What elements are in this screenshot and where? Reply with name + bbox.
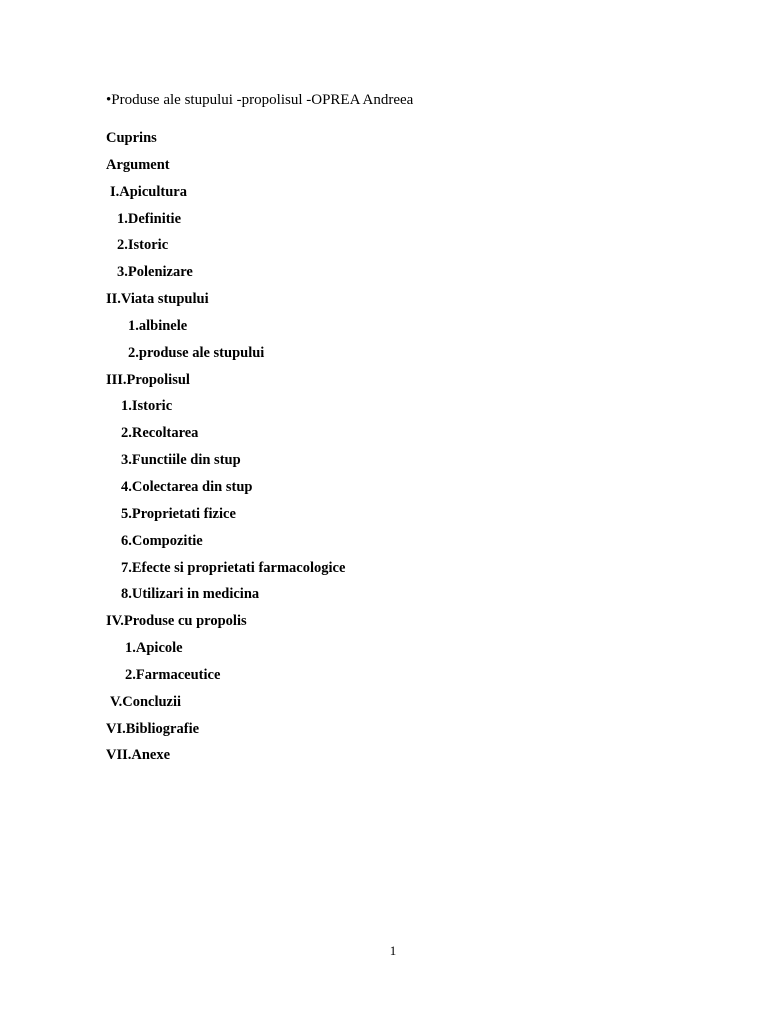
toc-item: VI.Bibliografie	[106, 720, 200, 737]
toc-item: 2.Recoltarea	[121, 425, 199, 442]
toc-item: I.Apicultura	[110, 183, 187, 200]
toc-item: VII.Anexe	[106, 747, 171, 764]
toc-item: 6.Compozitie	[121, 532, 203, 549]
page-number: 1	[389, 943, 397, 958]
toc-item: 3.Functiile din stup	[121, 452, 241, 469]
toc-item: III.Propolisul	[106, 371, 190, 388]
toc-item: 2.Farmaceutice	[125, 666, 221, 683]
toc-item: 5.Proprietati fizice	[121, 505, 236, 522]
toc-item: 7.Efecte si proprietati farmacologice	[121, 559, 346, 576]
toc-item: 2.produse ale stupului	[128, 344, 265, 361]
toc-item: 3.Polenizare	[117, 264, 193, 281]
document-header: •Produse ale stupului -propolisul -OPREA Andreea	[106, 92, 414, 108]
toc-item: V.Concluzii	[110, 693, 182, 710]
toc-item: 8.Utilizari in medicina	[121, 586, 260, 603]
toc-item: 1.Apicole	[125, 640, 183, 657]
toc-item: Cuprins	[106, 130, 157, 146]
toc-item: Argument	[106, 156, 170, 173]
toc-item: 1.Istoric	[121, 398, 173, 415]
toc-item: II.Viata stupului	[106, 291, 209, 308]
toc-item: 4.Colectarea din stup	[121, 478, 253, 495]
table-of-contents	[106, 128, 345, 772]
toc-item: 2.Istoric	[117, 237, 169, 254]
toc-item: 1.albinele	[128, 317, 188, 334]
toc-item: IV.Produse cu propolis	[106, 613, 247, 630]
toc-item: 1.Definitie	[117, 210, 182, 227]
